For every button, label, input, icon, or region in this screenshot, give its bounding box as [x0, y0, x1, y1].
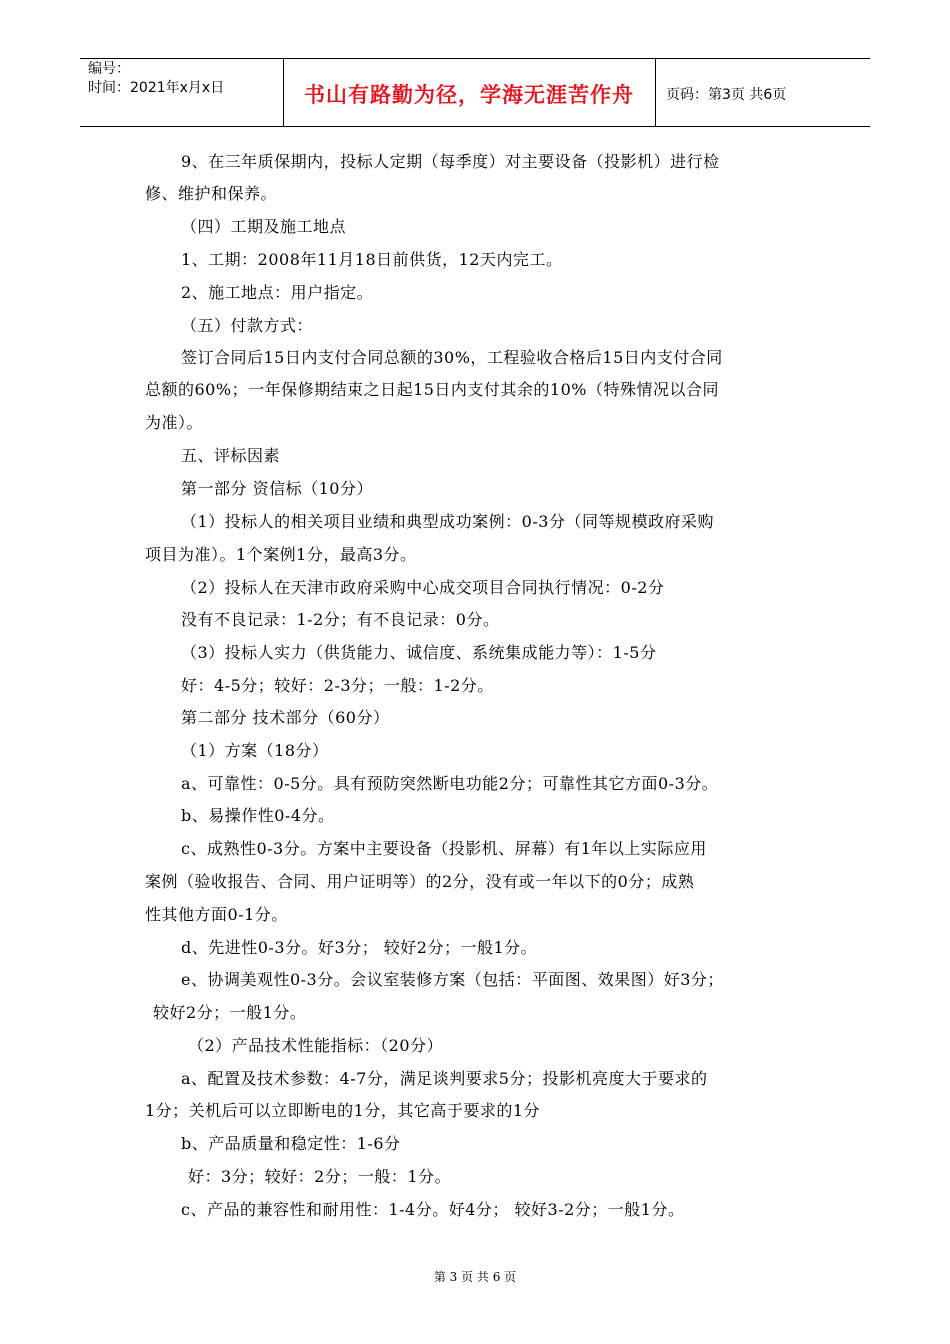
body-line: 签订合同后15日内支付合同总额的30%，工程验收合格后15日内支付合同	[181, 348, 723, 367]
body-line: 9、在三年质保期内，投标人定期（每季度）对主要设备（投影机）进行检	[181, 152, 720, 171]
body-line: d、先进性0-3分。好3分； 较好2分；一般1分。	[181, 938, 538, 957]
header-top-rule	[80, 58, 870, 59]
header-meta	[88, 60, 224, 98]
header-divider-right	[655, 58, 656, 127]
body-line: 较好2分；一般1分。	[153, 1003, 307, 1022]
body-line: e、协调美观性0-3分。会议室装修方案（包括：平面图、效果图）好3分；	[181, 970, 724, 989]
part-heading: 第二部分 技术部分（60分）	[181, 708, 390, 727]
body-line: a、可靠性：0-5分。具有预防突然断电功能2分；可靠性其它方面0-3分。	[181, 774, 719, 793]
section-heading: （五）付款方式：	[181, 316, 314, 335]
body-line: b、易操作性0-4分。	[181, 806, 335, 825]
body-line: （2）产品技术性能指标：（20分）	[188, 1036, 444, 1055]
body-line: （2）投标人在天津市政府采购中心成交项目合同执行情况：0-2分	[181, 578, 665, 597]
document-number-label: 编号：	[88, 61, 130, 77]
body-line: （3）投标人实力（供货能力、诚信度、系统集成能力等）：1-5分	[181, 643, 657, 662]
body-line: a、配置及技术参数：4-7分，满足谈判要求5分；投影机亮度大于要求的	[181, 1069, 708, 1088]
body-line: 为准）。	[145, 413, 204, 432]
body-line: 2、施工地点：用户指定。	[181, 283, 374, 302]
body-line: 项目为准）。1个案例1分，最高3分。	[145, 545, 417, 564]
body-line: （1）方案（18分）	[181, 741, 329, 760]
body-line: 修、维护和保养。	[145, 184, 278, 203]
header-page-info: 页码：第3页 共6页	[666, 87, 787, 103]
document-date: 时间：2021年x月x日	[88, 80, 225, 96]
body-line: b、产品质量和稳定性：1-6分	[181, 1134, 401, 1153]
body-line: （1）投标人的相关项目业绩和典型成功案例：0-3分（同等规模政府采购	[181, 512, 714, 531]
section-heading: （四）工期及施工地点	[181, 217, 347, 236]
body-line: 好：4-5分；较好：2-3分；一般：1-2分。	[181, 676, 494, 695]
body-line: 总额的60%；一年保修期结束之日起15日内支付其余的10%（特殊情况以合同	[145, 380, 719, 399]
part-heading: 第一部分 资信标（10分）	[181, 479, 373, 498]
header-bottom-rule	[80, 126, 870, 127]
body-line: 性其他方面0-1分。	[145, 905, 288, 924]
body-line: 案例（验收报告、合同、用户证明等）的2分，没有或一年以下的0分；成熟	[145, 872, 695, 891]
page-footer: 第 3 页 共 6 页	[433, 1270, 517, 1284]
body-line: 没有不良记录：1-2分；有不良记录：0分。	[181, 610, 500, 629]
body-line: 好：3分；较好：2分；一般：1分。	[188, 1167, 452, 1186]
body-line: c、产品的兼容性和耐用性：1-4分。好4分； 较好3-2分；一般1分。	[181, 1200, 685, 1219]
section-heading: 五、评标因素	[181, 446, 281, 465]
header-motto: 书山有路勤为径，学海无涯苦作舟	[304, 83, 634, 107]
body-line: 1分；关机后可以立即断电的1分，其它高于要求的1分	[145, 1101, 541, 1120]
body-line: 1、工期：2008年11月18日前供货，12天内完工。	[181, 250, 563, 269]
body-line: c、成熟性0-3分。方案中主要设备（投影机、屏幕）有1年以上实际应用	[181, 839, 707, 858]
